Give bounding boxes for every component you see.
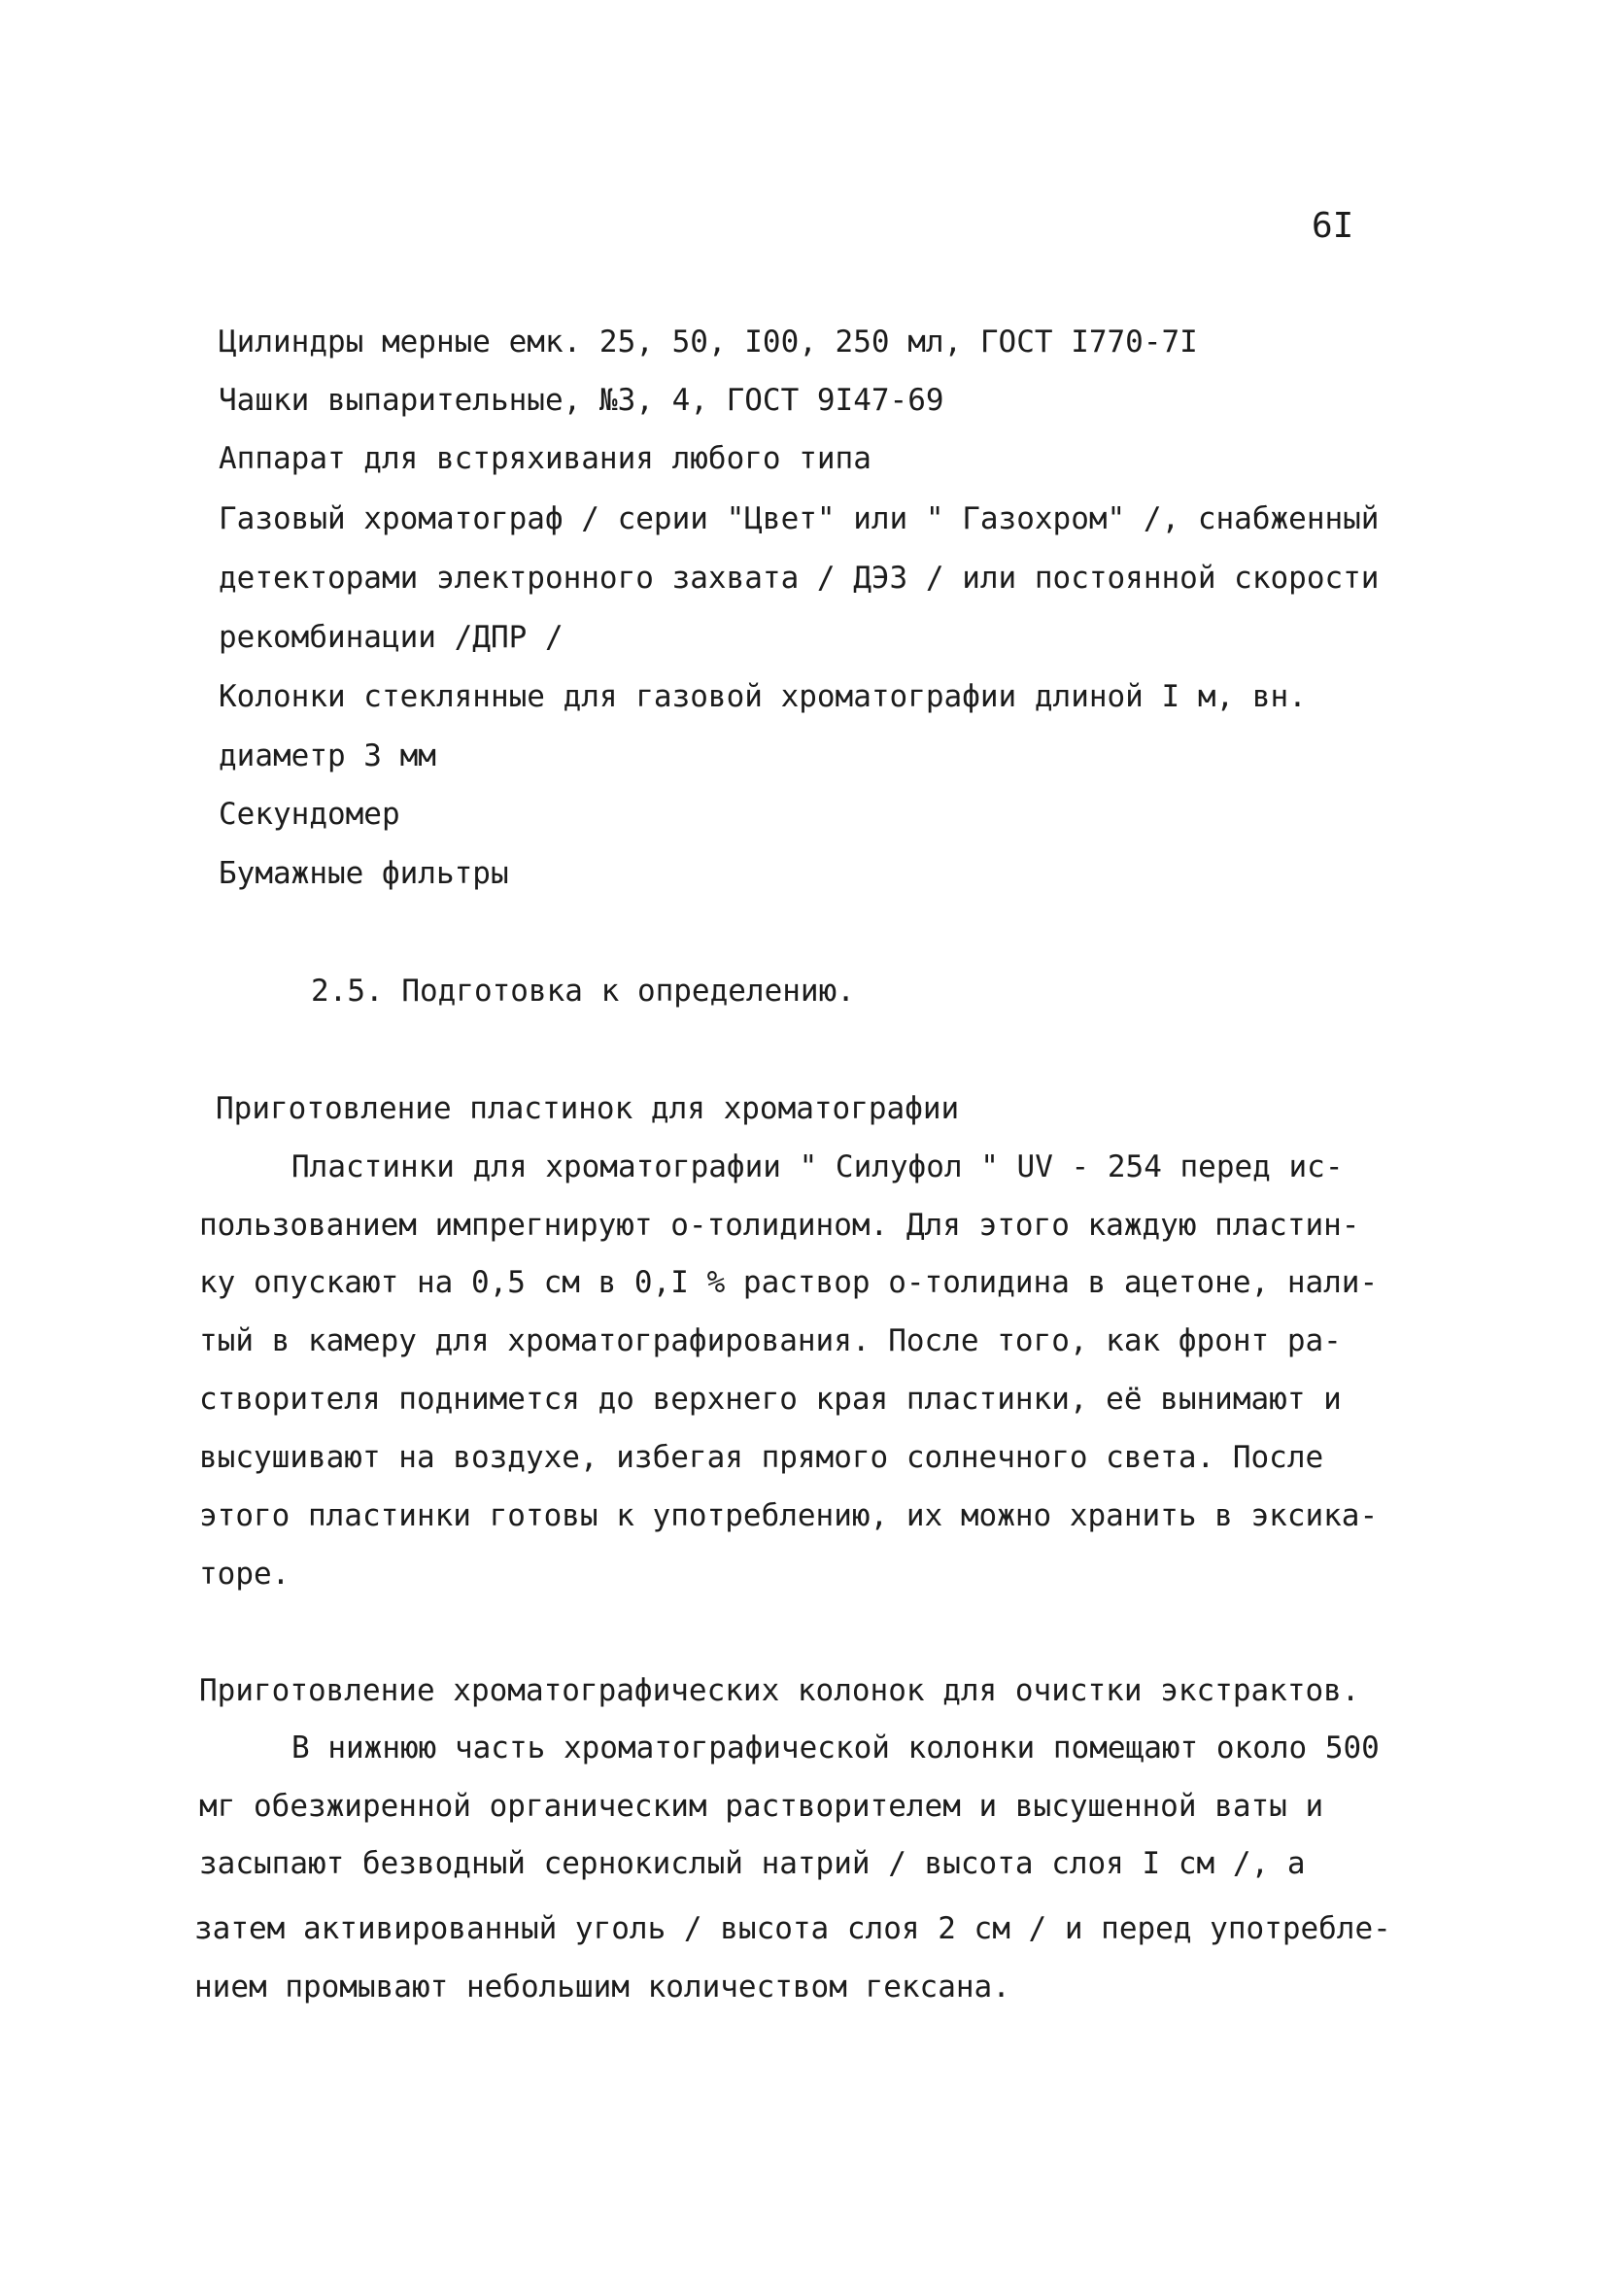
paragraph-line: ку опускают на 0,5 см в 0,I % раствор о-толидина в ацетоне, нали- xyxy=(199,1265,1379,1300)
paragraph-line: засыпают безводный сернокислый натрий / высота слоя I см /, а xyxy=(199,1846,1306,1881)
paragraph-line: Пластинки для хроматографии " Силуфол " UV - 254 перед ис- xyxy=(291,1149,1344,1184)
paragraph-line: пользованием импрегнируют о-толидином. Для этого каждую пластин- xyxy=(199,1208,1360,1243)
paragraph-line: створителя поднимется до верхнего края пластинки, её вынимают и xyxy=(199,1382,1342,1417)
equipment-item: Чашки выпарительные, №3, 4, ГОСТ 9I47-69 xyxy=(219,383,944,418)
equipment-item: Колонки стеклянные для газовой хроматографии длиной I м, вн. xyxy=(219,679,1307,714)
equipment-item: Бумажные фильтры xyxy=(219,856,509,891)
paragraph-line: мг обезжиренной органическим растворителем и высушенной ваты и xyxy=(199,1789,1324,1824)
columns-title: Приготовление хроматографических колонок для очистки экстрактов. xyxy=(199,1673,1360,1708)
equipment-item: диаметр 3 мм xyxy=(219,738,436,773)
equipment-item: Аппарат для встряхивания любого типа xyxy=(219,441,871,476)
plates-title: Приготовление пластинок для хроматографии xyxy=(216,1091,960,1126)
paragraph-line: нием промывают небольшим количеством гексана. xyxy=(194,1970,1010,2005)
paragraph-line: тый в камеру для хроматографирования. После того, как фронт ра- xyxy=(199,1323,1342,1358)
equipment-item: Секундомер xyxy=(219,797,400,832)
equipment-item: рекомбинации /ДПР / xyxy=(219,620,564,655)
equipment-item: Газовый хроматограф / серии "Цвет" или " Газохром" /, снабженный xyxy=(219,501,1380,536)
paragraph-line: высушивают на воздухе, избегая прямого солнечного света. После xyxy=(199,1440,1324,1475)
paragraph-line: этого пластинки готовы к употреблению, их можно хранить в эксика- xyxy=(199,1498,1379,1533)
paragraph-line: затем активированный уголь / высота слоя 2 см / и перед употребле- xyxy=(194,1911,1391,1946)
equipment-item: детекторами электронного захвата / ДЭЗ / или постоянной скорости xyxy=(219,561,1380,596)
paragraph-line: В нижнюю часть хроматографической колонки помещают около 500 xyxy=(291,1731,1380,1765)
paragraph-line: торе. xyxy=(199,1557,290,1592)
equipment-item: Цилиндры мерные емк. 25, 50, I00, 250 мл, ГОСТ I770-7I xyxy=(219,325,1198,360)
page-number: 6I xyxy=(1312,206,1354,246)
section-heading: 2.5. Подготовка к определению. xyxy=(311,974,855,1009)
